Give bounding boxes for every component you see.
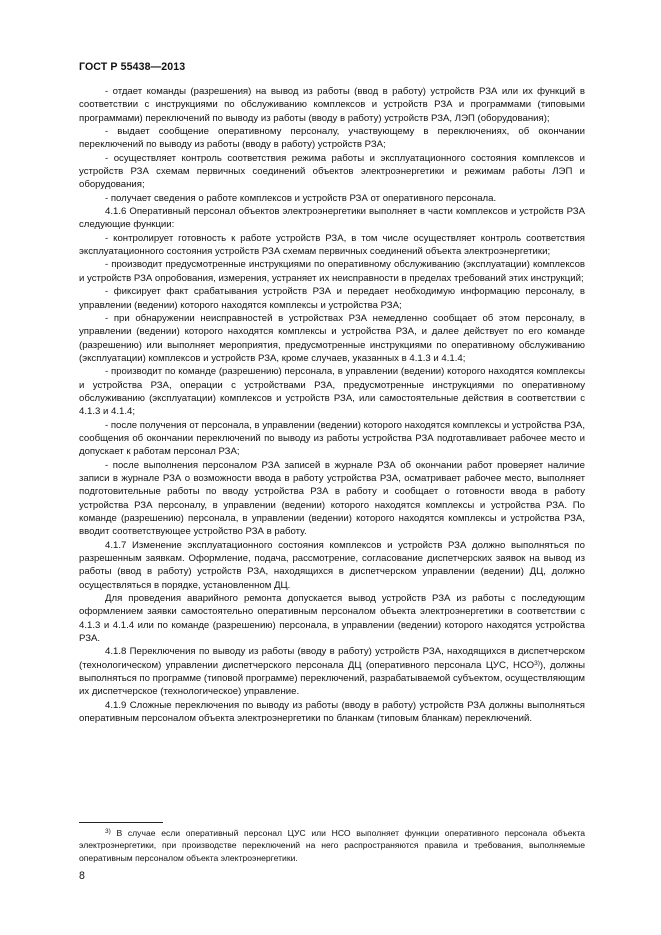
paragraph: - контролирует готовность к работе устройств РЗА, в том числе осуществляет контроль соответствия эксплуатационного состояния устройств РЗА схемам первичных соединений объекта электроэнергетики; xyxy=(79,232,585,258)
footnote-divider xyxy=(79,822,163,823)
footnote-mark: 3) xyxy=(105,828,111,835)
body-text xyxy=(79,85,585,726)
clause-4-1-7: 4.1.7 Изменение эксплуатационного состояния комплексов и устройств РЗА должно выполняться по разрешенным заявкам. Оформление, подача, рассмотрение, согласование диспетчерских заявок на вывод из работы (ввод в работу) устройств РЗА, находящихся в диспетчерском управлении (ведении) ДЦ, должно осуществляться в порядке, установленном ДЦ. xyxy=(79,539,585,591)
page-number: 8 xyxy=(79,870,85,882)
paragraph: - выдает сообщение оперативному персоналу, участвующему в переключениях, об окончании переключений по выводу из работы (вводу в работу) устройств РЗА; xyxy=(79,126,585,151)
clause-4-1-9: 4.1.9 Сложные переключения по выводу из работы (вводу в работу) устройств РЗА должны выполняться оперативным персоналом объекта электроэнергетики по бланкам (типовым бланкам) переключений. xyxy=(79,699,585,725)
clause-4-1-8 xyxy=(79,645,585,698)
document-header: ГОСТ Р 55438—2013 xyxy=(79,61,186,73)
clause-4-1-6: 4.1.6 Оперативный персонал объектов электроэнергетики выполняет в части комплексов и устройств РЗА следующие функции: xyxy=(79,206,585,231)
paragraph: Для проведения аварийного ремонта допускается вывод устройств РЗА из работы с последующим оформлением заявки самостоятельно оперативным персоналом объекта электроэнергетики в соответствии с 4.1.3 и 4.1.4 или по команде (разрешению) персонала, в управлении (ведении) которого находятся устройства РЗА. xyxy=(79,593,585,645)
paragraph: - фиксирует факт срабатывания устройств РЗА и передает необходимую информацию персоналу, в управлении (ведении) которого находятся комплексы и устройства РЗА; xyxy=(79,286,585,311)
clause-text: 4.1.8 Переключения по выводу из работы (вводу в работу) устройств РЗА, находящихся в диспетчерском (технологическом) управлении диспетчерского персонала ДЦ (оперативного персонала ЦУС, НСО xyxy=(79,646,585,671)
footnote-ref[interactable]: 3) xyxy=(534,659,540,667)
paragraph: - получает сведения о работе комплексов и устройств РЗА от оперативного персонала. xyxy=(105,192,497,204)
clause-text: ), должны выполняться по программе (типовой программе) переключений, разрабатываемой субъектом, осуществляющим их диспетчерское (технологическое) управление. xyxy=(79,659,585,698)
paragraph: - после выполнения персоналом РЗА записей в журнале РЗА об окончании работ проверяет наличие записи в журнале РЗА о возможности ввода в работу устройства РЗА, осматривает рабочее место, выполняет подготовительные работы по вводу устройства РЗА в работу и сообщает о готовности ввода в работу устройства РЗА персоналу, в управлении (ведении) которого находятся комплексы и устройства РЗА. По команде (разрешению) персонала, в управлении (ведении) которого находятся комплексы и устройства РЗА, вводит соответствующее устройство РЗА в работу. xyxy=(79,459,585,538)
paragraph: - после получения от персонала, в управлении (ведении) которого находятся комплексы и устройства РЗА, сообщения об окончании переключений по выводу из работы устройства РЗА подготавливает рабочее место и допускает к работам персонал РЗА; xyxy=(79,419,585,458)
paragraph: - отдает команды (разрешения) на вывод из работы (ввод в работу) устройств РЗА или их функций в соответствии с инструкциями по обслуживанию комплексов и устройств РЗА и программами (типовыми программами) переключений по выводу из работы (вводу в работу) устройств РЗА, ЛЭП (оборудования); xyxy=(79,86,585,124)
footnote xyxy=(79,827,585,864)
paragraph: - производит по команде (разрешению) персонала, в управлении (ведении) которого находятся комплексы и устройства РЗА, операции с устройствами РЗА, предусмотренные инструкциями по оперативному обслуживанию (эксплуатации) комплексов и устройств РЗА, или самостоятельные действия в соответствии с 4.1.3 и 4.1.4; xyxy=(79,366,585,418)
paragraph: - осуществляет контроль соответствия режима работы и эксплуатационного состояния комплексов и устройств РЗА схемам первичных соединений объектов электроэнергетики и режимам работы ЛЭП и оборудования; xyxy=(79,152,585,191)
paragraph: - при обнаружении неисправностей в устройствах РЗА немедленно сообщает об этом персоналу, в управлении (ведении) которого находятся комплексы и устройства РЗА, и далее действует по его команде (разрешению) или выполняет мероприятия, предусмотренные инструкциями по оперативному обслуживанию (эксплуатации) комплексов и устройств РЗА, кроме случаев, указанных в 4.1.3 и 4.1.4; xyxy=(79,312,585,364)
footnote-text: В случае если оперативный персонал ЦУС или НСО выполняет функции оперативного персонала объекта электроэнергетики, при производстве переключений на него распространяются правила и требования, выполняемые оперативным персоналом объекта электроэнергетики. xyxy=(79,828,585,863)
paragraph: - производит предусмотренные инструкциями по оперативному обслуживанию (эксплуатации) комплексов и устройств РЗА опробования, измерения, устраняет их неисправности в пределах требований этих инструкций; xyxy=(79,259,585,284)
